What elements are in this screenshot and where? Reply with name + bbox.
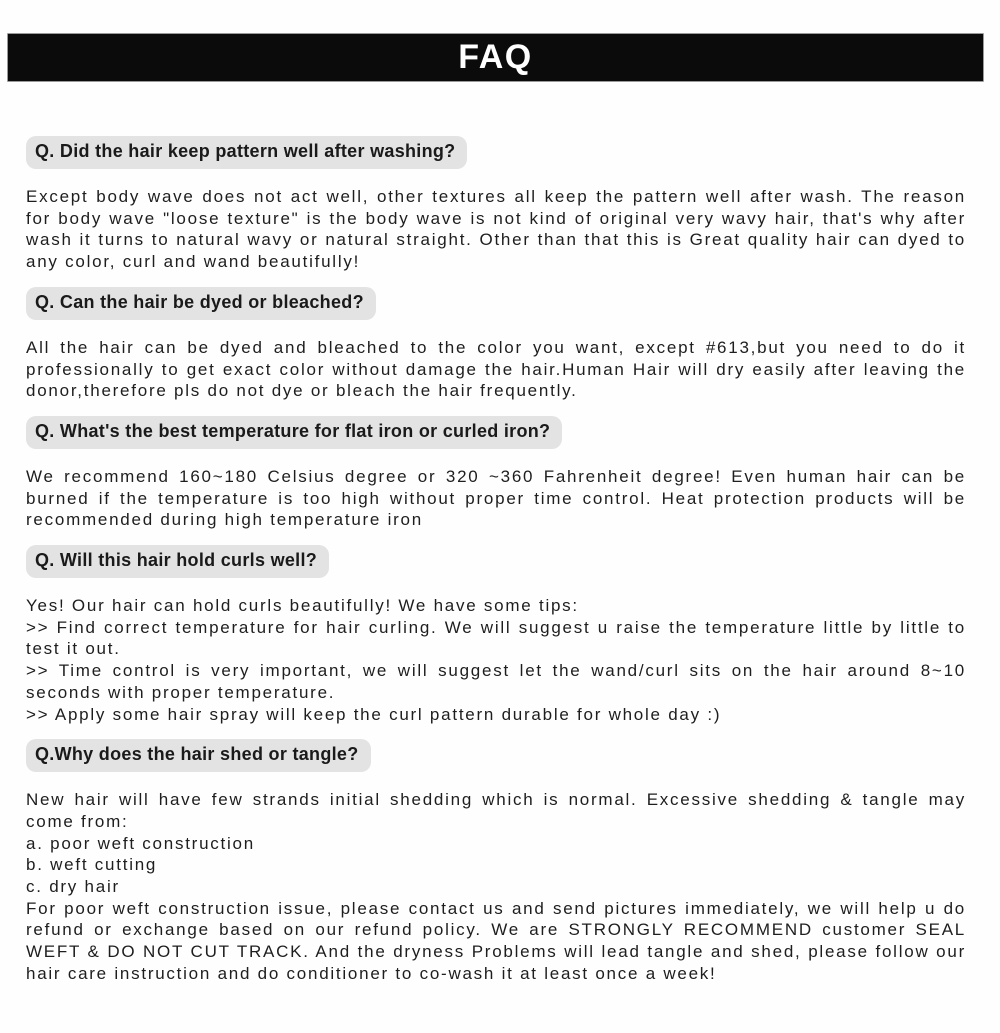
answer-shed-tangle: [26, 789, 966, 984]
question-row: [26, 739, 966, 772]
faq-page: [0, 33, 1000, 985]
answer-paragraph: Except body wave does not act well, other textures all keep the pattern well after wash. The reason for body wave "loose texture" is the body wave is not kind of original very wavy hair, that's why after wash it turns to natural wavy or natural straight. Other than that this is Great quality hair can dyed to any color, curl and wand beautifully!: [26, 187, 966, 272]
question-row: [26, 545, 966, 578]
answer-dye-bleach: [26, 337, 966, 402]
faq-item-temperature: [26, 416, 966, 531]
faq-item-shed-tangle: [26, 739, 966, 984]
answer-tip-hair-spray: >> Apply some hair spray will keep the curl pattern durable for whole day :): [26, 704, 722, 724]
question-temperature: Q. What's the best temperature for flat iron or curled iron?: [26, 416, 562, 449]
question-row: [26, 136, 966, 169]
answer-paragraph: New hair will have few strands initial shedding which is normal. Excessive shedding & tangle may come from:: [26, 790, 966, 831]
answer-hold-curls: [26, 595, 966, 725]
answer-paragraph: We recommend 160~180 Celsius degree or 320 ~360 Fahrenheit degree! Even human hair can be burned if the temperature is too high without proper time control. Heat protection products will be recommended during high temperature iron: [26, 466, 966, 530]
answer-washing: [26, 186, 966, 273]
answer-cause-weft-construction: a. poor weft construction: [26, 833, 255, 853]
page-title: FAQ: [458, 38, 533, 76]
faq-content: [0, 136, 1000, 985]
answer-tip-time-control: >> Time control is very important, we will suggest let the wand/curl sits on the hair around 8~10 seconds with proper temperature.: [26, 661, 966, 702]
faq-item-dye-bleach: [26, 287, 966, 402]
question-dye-bleach: Q. Can the hair be dyed or bleached?: [26, 287, 376, 320]
answer-temperature: [26, 466, 966, 531]
question-washing: Q. Did the hair keep pattern well after washing?: [26, 136, 467, 169]
answer-paragraph: All the hair can be dyed and bleached to the color you want, except #613,but you need to do it professionally to get exact color without damage the hair.Human Hair will dry easily after leaving the donor,therefore pls do not dye or bleach the hair frequently.: [26, 337, 966, 401]
answer-cause-dry-hair: c. dry hair: [26, 877, 120, 897]
answer-tip-temperature: >> Find correct temperature for hair curling. We will suggest u raise the temperature little by little to test it out.: [26, 617, 966, 659]
question-shed-tangle: Q.Why does the hair shed or tangle?: [26, 739, 371, 772]
answer-paragraph: Yes! Our hair can hold curls beautifully! We have some tips:: [26, 596, 579, 616]
question-hold-curls: Q. Will this hair hold curls well?: [26, 545, 329, 578]
faq-header-bar: [7, 33, 984, 82]
faq-item-washing: [26, 136, 966, 273]
answer-cause-weft-cutting: b. weft cutting: [26, 855, 158, 875]
answer-refund-policy: For poor weft construction issue, please contact us and send pictures immediately, we will help u do refund or exchange based on our refund policy. We are STRONGLY RECOMMEND customer SEAL WEFT & DO NOT CUT TRACK. And the dryness Problems will lead tangle and shed, please follow our hair care instruction and do conditioner to co-wash it at least once a week!: [26, 898, 966, 983]
question-row: [26, 287, 966, 320]
faq-item-hold-curls: [26, 545, 966, 725]
question-row: [26, 416, 966, 449]
